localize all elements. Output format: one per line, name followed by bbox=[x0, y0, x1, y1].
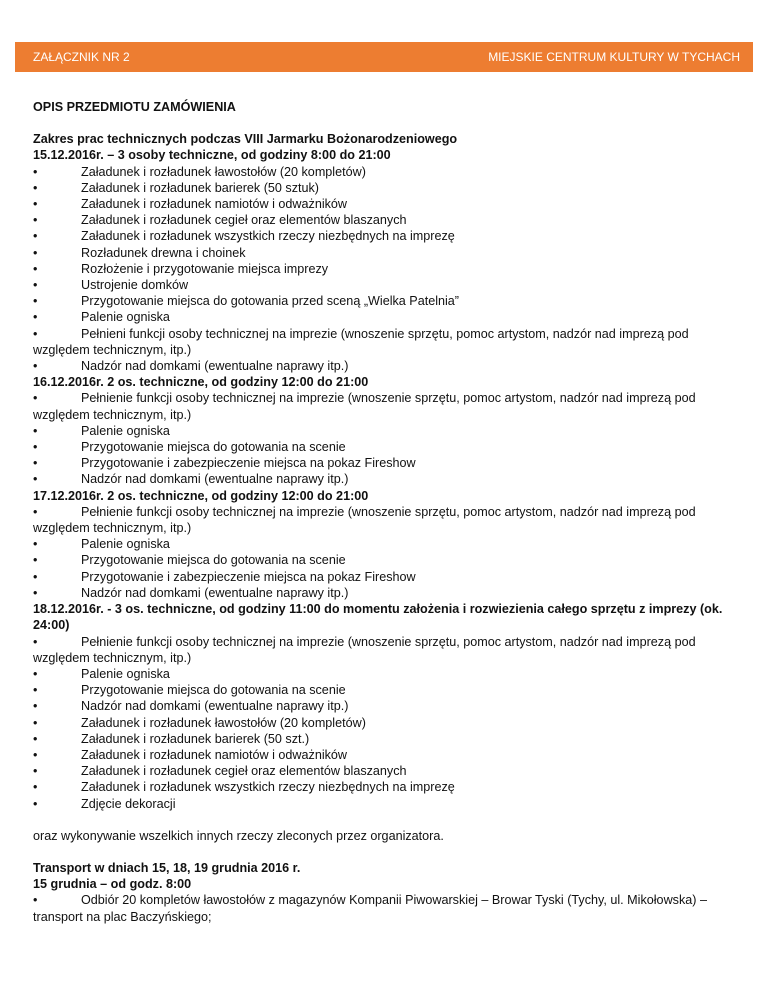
list-item-text: Zdjęcie dekoracji bbox=[81, 796, 176, 811]
header-right-text: MIEJSKIE CENTRUM KULTURY W TYCHACH bbox=[488, 49, 740, 64]
list-item-text: Przygotowanie miejsca do gotowania na scenie bbox=[81, 683, 346, 698]
bullet-icon: • bbox=[33, 359, 38, 374]
day-heading: 15.12.2016r. – 3 osoby techniczne, od godziny 8:00 do 21:00 bbox=[33, 148, 391, 163]
list-item bbox=[33, 358, 733, 374]
day-heading: 16.12.2016r. 2 os. techniczne, od godziny 12:00 do 21:00 bbox=[33, 375, 369, 390]
bullet-icon: • bbox=[33, 423, 38, 438]
list-item-text: Załadunek i rozładunek namiotów i odważników bbox=[81, 747, 348, 762]
bullet-icon: • bbox=[33, 893, 38, 908]
list-item bbox=[33, 552, 733, 568]
list-item bbox=[33, 471, 733, 487]
list-item-text: Załadunek i rozładunek wszystkich rzeczy niezbędnych na imprezę bbox=[81, 229, 455, 244]
list-item bbox=[33, 779, 733, 795]
list-item bbox=[33, 390, 733, 422]
bullet-icon: • bbox=[33, 278, 38, 293]
list-item bbox=[33, 747, 733, 763]
bullet-icon: • bbox=[33, 731, 38, 746]
bullet-icon: • bbox=[33, 326, 38, 341]
transport-list bbox=[33, 892, 733, 924]
bullet-icon: • bbox=[33, 715, 38, 730]
list-item-text: Przygotowanie miejsca do gotowania przed sceną „Wielka Patelnia” bbox=[81, 294, 460, 309]
bullet-icon: • bbox=[33, 504, 38, 519]
list-item-text: Przygotowanie miejsca do gotowania na scenie bbox=[81, 440, 346, 455]
bullet-icon: • bbox=[33, 164, 38, 179]
list-item-text: Pełnienie funkcji osoby technicznej na imprezie (wnoszenie sprzętu, pomoc artystom, nadzór nad imprezą pod względem technicznym, itp.) bbox=[33, 391, 696, 422]
list-item-text: Nadzór nad domkami (ewentualne naprawy itp.) bbox=[81, 699, 349, 714]
list-item-text: Załadunek i rozładunek cegieł oraz elementów blaszanych bbox=[81, 764, 407, 779]
list-item-text: Odbiór 20 kompletów ławostołów z magazynów Kompanii Piwowarskiej – Browar Tyski (Tychy, ul. Mikołowska) – transport na plac Baczyńskiego; bbox=[33, 893, 707, 924]
list-item bbox=[33, 763, 733, 779]
list-item-text: Palenie ogniska bbox=[81, 423, 170, 438]
bullet-icon: • bbox=[33, 213, 38, 228]
list-item-text: Palenie ogniska bbox=[81, 310, 170, 325]
bullet-icon: • bbox=[33, 180, 38, 195]
closing-text: oraz wykonywanie wszelkich innych rzeczy zleconych przez organizatora. bbox=[33, 828, 444, 843]
list-item bbox=[33, 439, 733, 455]
list-item-text: Pełnieni funkcji osoby technicznej na imprezie (wnoszenie sprzętu, pomoc artystom, nadzór nad imprezą pod względem technicznym, itp.) bbox=[33, 326, 689, 357]
list-item bbox=[33, 261, 733, 277]
list-item-text: Pełnienie funkcji osoby technicznej na imprezie (wnoszenie sprzętu, pomoc artystom, nadzór nad imprezą pod względem technicznym, itp.) bbox=[33, 504, 696, 536]
list-item-text: Palenie ogniska bbox=[81, 666, 170, 681]
list-item bbox=[33, 634, 733, 666]
list-item bbox=[33, 796, 733, 812]
list-item bbox=[33, 196, 733, 212]
list-item bbox=[33, 666, 733, 682]
list-item-text: Załadunek i rozładunek barierek (50 sztuk) bbox=[81, 180, 320, 195]
bullet-icon: • bbox=[33, 569, 38, 584]
section-heading: Zakres prac technicznych podczas VIII Jarmarku Bożonarodzeniowego bbox=[33, 132, 458, 147]
bullet-icon: • bbox=[33, 699, 38, 714]
bullet-icon: • bbox=[33, 310, 38, 325]
bullet-icon: • bbox=[33, 537, 38, 552]
list-item-text: Załadunek i rozładunek barierek (50 szt.) bbox=[81, 731, 310, 746]
bullet-icon: • bbox=[33, 440, 38, 455]
list-item bbox=[33, 164, 733, 180]
list-item-text: Załadunek i rozładunek namiotów i odważników bbox=[81, 197, 348, 212]
list-item bbox=[33, 731, 733, 747]
list-item bbox=[33, 228, 733, 244]
header-left-text: ZAŁĄCZNIK NR 2 bbox=[33, 49, 130, 64]
transport-subheading: 15 grudnia – od godz. 8:00 bbox=[33, 877, 192, 892]
bullet-icon: • bbox=[33, 747, 38, 762]
list-item-text: Rozładunek drewna i choinek bbox=[81, 245, 246, 260]
list-item-text: Przygotowanie i zabezpieczenie miejsca na pokaz Fireshow bbox=[81, 569, 416, 584]
list-item bbox=[33, 682, 733, 698]
document-body bbox=[33, 99, 733, 925]
bullet-icon: • bbox=[33, 585, 38, 600]
list-item-text: Załadunek i rozładunek ławostołów (20 kompletów) bbox=[81, 715, 366, 730]
bullet-icon: • bbox=[33, 229, 38, 244]
list-item-text: Palenie ogniska bbox=[81, 537, 170, 552]
list-item bbox=[33, 504, 733, 536]
schedule-days bbox=[33, 147, 733, 811]
list-item bbox=[33, 180, 733, 196]
list-item-text: Nadzór nad domkami (ewentualne naprawy itp.) bbox=[81, 585, 349, 600]
day-heading: 17.12.2016r. 2 os. techniczne, od godziny 12:00 do 21:00 bbox=[33, 488, 369, 503]
list-item bbox=[33, 423, 733, 439]
bullet-icon: • bbox=[33, 780, 38, 795]
bullet-icon: • bbox=[33, 391, 38, 406]
bullet-icon: • bbox=[33, 553, 38, 568]
list-item bbox=[33, 715, 733, 731]
bullet-icon: • bbox=[33, 764, 38, 779]
list-item bbox=[33, 293, 733, 309]
day-heading: 18.12.2016r. - 3 os. techniczne, od godziny 11:00 do momentu założenia i rozwiezienia całego sprzętu z imprezy (ok. 24:00) bbox=[33, 602, 723, 633]
list-item bbox=[33, 892, 733, 924]
list-item bbox=[33, 277, 733, 293]
list-item-text: Pełnienie funkcji osoby technicznej na imprezie (wnoszenie sprzętu, pomoc artystom, nadzór nad imprezą pod względem technicznym, itp.) bbox=[33, 634, 696, 665]
list-item bbox=[33, 536, 733, 552]
bullet-icon: • bbox=[33, 261, 38, 276]
list-item-text: Ustrojenie domków bbox=[81, 278, 189, 293]
document-header bbox=[15, 42, 753, 72]
list-item-text: Rozłożenie i przygotowanie miejsca imprezy bbox=[81, 261, 329, 276]
list-item bbox=[33, 455, 733, 471]
document-title: OPIS PRZEDMIOTU ZAMÓWIENIA bbox=[33, 100, 236, 114]
transport-heading: Transport w dniach 15, 18, 19 grudnia 2016 r. bbox=[33, 860, 301, 875]
bullet-icon: • bbox=[33, 294, 38, 309]
list-item bbox=[33, 212, 733, 228]
list-item bbox=[33, 569, 733, 585]
list-item bbox=[33, 326, 733, 358]
bullet-icon: • bbox=[33, 666, 38, 681]
list-item bbox=[33, 309, 733, 325]
bullet-icon: • bbox=[33, 634, 38, 649]
list-item-text: Przygotowanie i zabezpieczenie miejsca na pokaz Fireshow bbox=[81, 456, 416, 471]
list-item bbox=[33, 585, 733, 601]
list-item-text: Nadzór nad domkami (ewentualne naprawy itp.) bbox=[81, 472, 349, 487]
list-item-text: Załadunek i rozładunek cegieł oraz elementów blaszanych bbox=[81, 213, 407, 228]
bullet-icon: • bbox=[33, 197, 38, 212]
list-item-text: Załadunek i rozładunek ławostołów (20 kompletów) bbox=[81, 164, 366, 179]
list-item bbox=[33, 698, 733, 714]
bullet-icon: • bbox=[33, 456, 38, 471]
list-item bbox=[33, 245, 733, 261]
bullet-icon: • bbox=[33, 683, 38, 698]
list-item-text: Załadunek i rozładunek wszystkich rzeczy niezbędnych na imprezę bbox=[81, 780, 455, 795]
list-item-text: Nadzór nad domkami (ewentualne naprawy itp.) bbox=[81, 359, 349, 374]
bullet-icon: • bbox=[33, 796, 38, 811]
bullet-icon: • bbox=[33, 245, 38, 260]
list-item-text: Przygotowanie miejsca do gotowania na scenie bbox=[81, 553, 346, 568]
bullet-icon: • bbox=[33, 472, 38, 487]
